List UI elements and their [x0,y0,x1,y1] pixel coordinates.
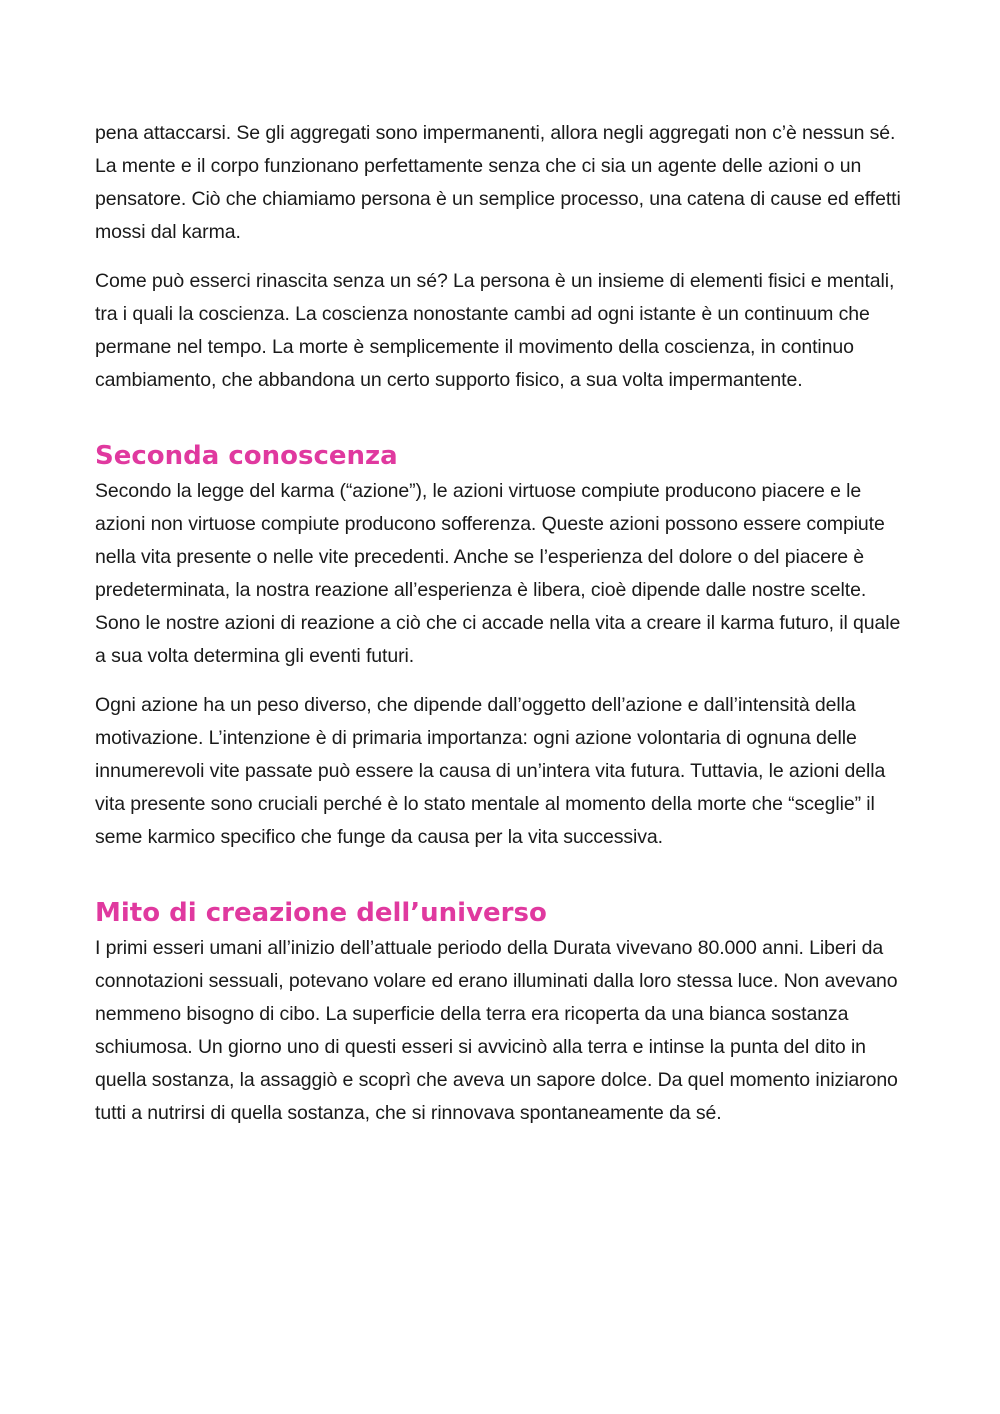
paragraph: I primi esseri umani all’inizio dell’attuale periodo della Durata vivevano 80.000 anni. Liberi da connotazioni sessuali, potevano volare ed erano illuminati dalla loro stessa luce. Non avevano nemmeno bisogno di cibo. La superficie della terra era ricoperta da una bianca sostanza schiumosa. Un giorno uno di questi esseri si avvicinò alla terra e intinse la punta del dito in quella sostanza, la assaggiò e scoprì che aveva un sapore dolce. Da quel momento iniziarono tutti a nutrirsi di quella sostanza, che si rinnovava spontaneamente da sé. [95,937,898,1124]
section-heading: Mito di creazione dell’universo [95,898,547,928]
document-page [95,117,910,1130]
intro-block [95,117,910,397]
paragraph: pena attaccarsi. Se gli aggregati sono impermanenti, allora negli aggregati non c’è nessun sé. La mente e il corpo funzionano perfettamente senza che ci sia un agente delle azioni o un pensatore. Ciò che chiamiamo persona è un semplice processo, una catena di cause ed effetti mossi dal karma. [95,122,901,243]
paragraph: Ogni azione ha un peso diverso, che dipende dall’oggetto dell’azione e dall’intensità della motivazione. L’intenzione è di primaria importanza: ogni azione volontaria di ognuna delle innumerevoli vite passate può essere la causa di un’intera vita futura. Tuttavia, le azioni della vita presente sono cruciali perché è lo stato mentale al momento della morte che “sceglie” il seme karmico specifico che funge da causa per la vita successiva. [95,694,886,848]
paragraph: Come può esserci rinascita senza un sé? La persona è un insieme di elementi fisici e mentali, tra i quali la coscienza. La coscienza nonostante cambi ad ogni istante è un continuum che permane nel tempo. La morte è semplicemente il movimento della coscienza, in continuo cambiamento, che abbandona un certo supporto fisico, a sua volta impermantente. [95,270,895,391]
section-heading: Seconda conoscenza [95,441,398,471]
section-seconda-conoscenza [95,441,910,854]
section-mito-di-creazione [95,898,910,1130]
paragraph: Secondo la legge del karma (“azione”), le azioni virtuose compiute producono piacere e le azioni non virtuose compiute producono sofferenza. Queste azioni possono essere compiute nella vita presente o nelle vite precedenti. Anche se l’esperienza del dolore o del piacere è predeterminata, la nostra reazione all’esperienza è libera, cioè dipende dalle nostre scelte. Sono le nostre azioni di reazione a ciò che ci accade nella vita a creare il karma futuro, il quale a sua volta determina gli eventi futuri. [95,480,901,667]
